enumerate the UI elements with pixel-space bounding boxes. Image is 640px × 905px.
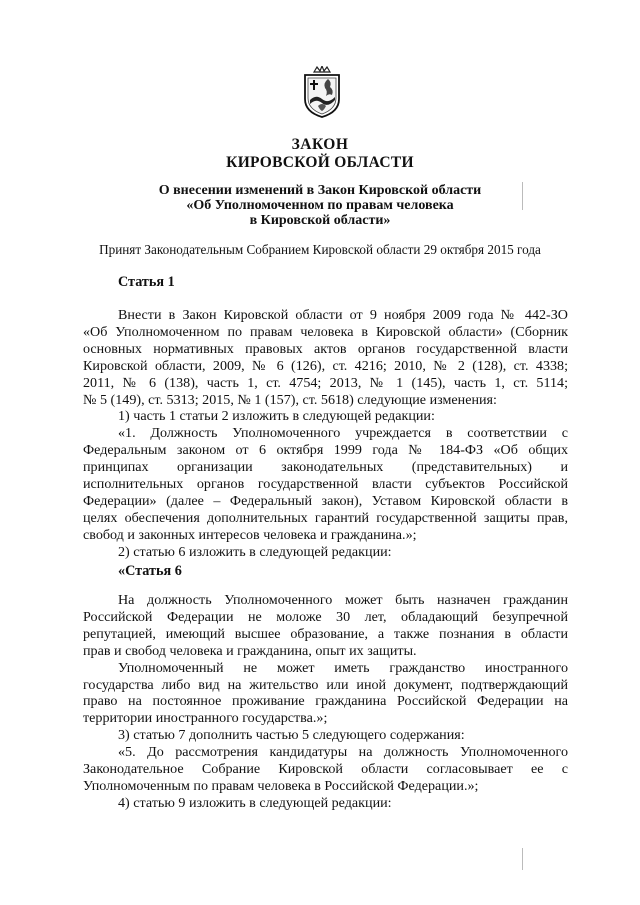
document-type-title: ЗАКОН: [291, 136, 349, 153]
text-line: право на постоянное проживание гражданина Российской Федерации на: [83, 693, 568, 710]
article-1-heading: Статья 1: [118, 274, 175, 290]
scan-margin-mark: [522, 848, 523, 870]
amendment-item-3: 3) статью 7 дополнить частью 5 следующего содержания:: [118, 727, 465, 744]
quoted-paragraph-1: [83, 425, 568, 543]
text-line: Внести в Закон Кировской области от 9 ноября 2009 года № 442-ЗО: [118, 307, 568, 323]
text-line: Законодательное Собрание Кировской области согласовывает ее с: [83, 761, 568, 778]
subtitle-line: в Кировской области»: [249, 213, 391, 228]
amendment-item-2: 2) статью 6 изложить в следующей редакции:: [118, 543, 392, 560]
text-line: Федеральным законом от 6 октября 1999 года № 184-ФЗ «Об общих: [83, 442, 568, 459]
text-line: Кировской области, 2009, № 6 (126), ст. 4216; 2010, № 2 (128), ст. 4338;: [83, 357, 568, 374]
text-line: № 5 (149), ст. 5313; 2015, № 1 (157), ст. 5618) следующие изменения:: [83, 391, 497, 408]
article-6-paragraph-1: [83, 592, 568, 660]
coat-of-arms-icon: [302, 66, 342, 118]
text-line: репутацией, имеющий высшее образование, а также познания в области: [83, 625, 568, 642]
subtitle-line: О внесении изменений в Закон Кировской области: [158, 183, 482, 198]
amendment-item-1: 1) часть 1 статьи 2 изложить в следующей редакции:: [118, 408, 435, 425]
text-line: целях обеспечения дополнительных гарантий государственной защиты прав,: [83, 509, 568, 526]
text-line: государства либо вид на жительство или иной документ, подтверждающий: [83, 676, 568, 693]
text-line: исполнительных органов государственной власти субъектов Российской: [83, 476, 568, 493]
text-line: Уполномоченным по правам человека в Российской Федерации.»;: [83, 777, 479, 794]
text-line: «Об Уполномоченном по правам человека в Кировской области» (Сборник: [83, 323, 568, 340]
adoption-note: Принят Законодательным Собранием Кировской области 29 октября 2015 года: [99, 242, 541, 257]
text-line: принципах организации законодательных (представительных) и: [83, 459, 568, 476]
text-line: Уполномоченный не может иметь гражданство иностранного: [118, 659, 568, 676]
text-line: Российской Федерации не моложе 30 лет, обладающий безупречной: [83, 608, 568, 625]
text-line: На должность Уполномоченного может быть назначен гражданин: [118, 592, 568, 608]
region-title: КИРОВСКОЙ ОБЛАСТИ: [226, 154, 414, 171]
subtitle-line: «Об Уполномоченном по правам человека: [186, 198, 454, 213]
scan-margin-mark: [522, 182, 523, 210]
text-line: «1. Должность Уполномоченного учреждается в соответствии с: [118, 425, 568, 442]
text-line: Федерации» (далее – Федеральный закон), Уставом Кировской области в: [83, 492, 568, 509]
amendment-item-4: 4) статью 9 изложить в следующей редакции:: [118, 794, 392, 811]
law-subtitle: [0, 183, 640, 228]
article-6-paragraph-2: [83, 660, 568, 728]
text-line: 2011, № 6 (138), часть 1, ст. 4754; 2013, № 1 (145), часть 1, ст. 5114;: [83, 374, 568, 391]
article-6-body: [83, 592, 568, 812]
text-line: основных нормативных правовых актов органов государственной власти: [83, 340, 568, 357]
article-1-body: [83, 307, 568, 561]
text-line: территории иностранного государства.»;: [83, 710, 328, 727]
text-line: свобод и законных интересов человека и гражданина.»;: [83, 526, 417, 543]
text-line: «5. До рассмотрения кандидатуры на должность Уполномоченного: [118, 744, 568, 761]
article-6-heading: «Статья 6: [118, 563, 182, 579]
text-line: прав и свобод человека и гражданина, опыт их защиты.: [83, 642, 417, 659]
quoted-paragraph-2: [83, 744, 568, 795]
intro-paragraph: [83, 307, 568, 408]
